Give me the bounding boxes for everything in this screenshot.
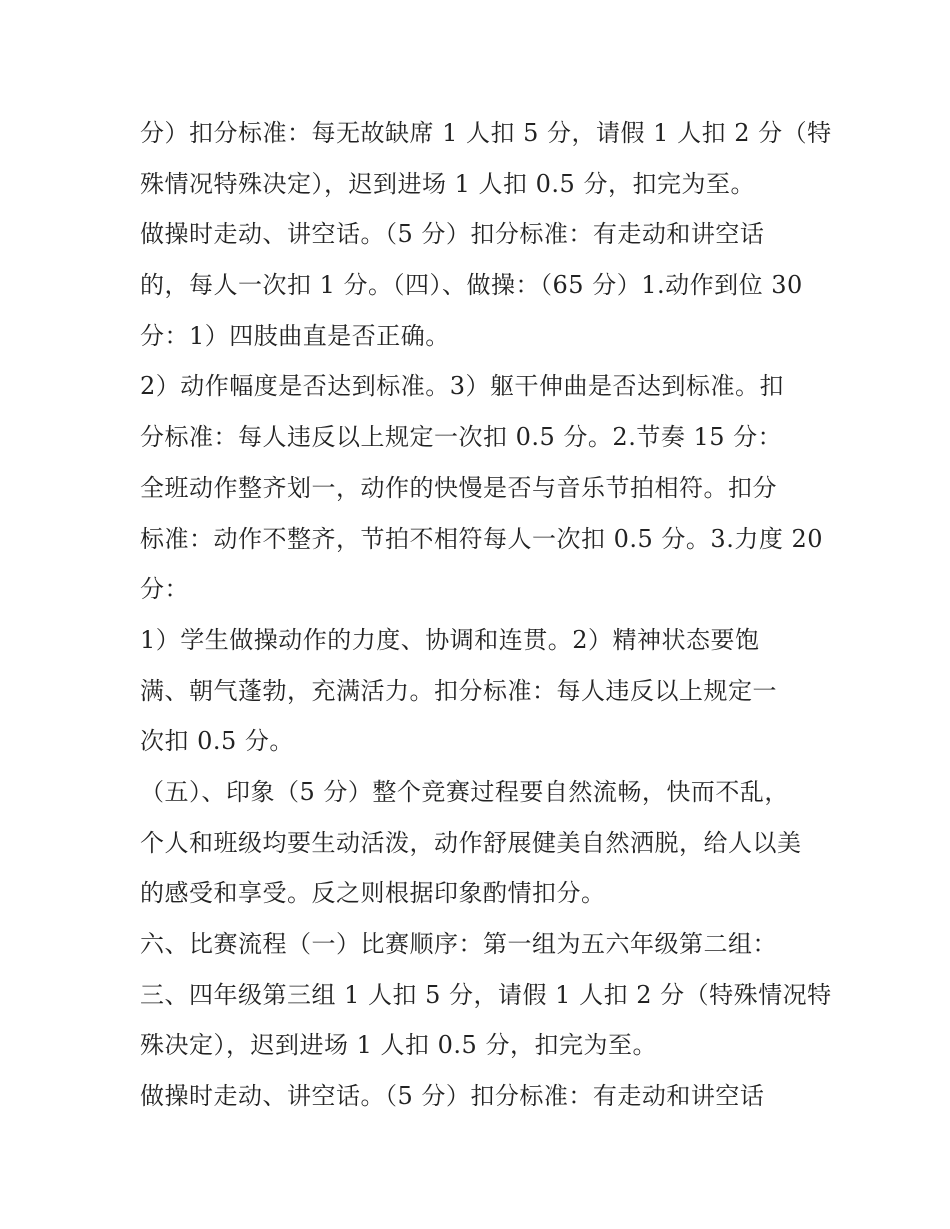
text-line: 1）学生做操动作的力度、协调和连贯。2）精神状态要饱 (140, 625, 760, 654)
text-line: 三、四年级第三组 1 人扣 5 分，请假 1 人扣 2 分（特殊情况特 (140, 980, 832, 1009)
text-line: （五）、印象（5 分）整个竞赛过程要自然流畅，快而不乱， (140, 777, 789, 806)
text-line: 2）动作幅度是否达到标准。3）躯干伸曲是否达到标准。扣 (140, 372, 785, 401)
text-line: 的，每人一次扣 1 分。（四）、做操：（65 分）1.动作到位 30 (140, 271, 803, 300)
text-line: 次扣 0.5 分。 (140, 727, 294, 756)
text-line: 六、比赛流程（一）比赛顺序：第一组为五六年级第二组： (140, 930, 777, 958)
text-line: 殊情况特殊决定），迟到进场 1 人扣 0.5 分，扣完为至。 (140, 169, 755, 198)
text-line: 殊决定），迟到进场 1 人扣 0.5 分，扣完为至。 (140, 1031, 657, 1060)
text-line: 标准：动作不整齐，节拍不相符每人一次扣 0.5 分。3.力度 20 (140, 524, 823, 553)
text-line: 分）扣分标准：每无故缺席 1 人扣 5 分，请假 1 人扣 2 分（特 (140, 119, 832, 147)
text-line: 分标准：每人违反以上规定一次扣 0.5 分。2.节奏 15 分： (140, 423, 783, 452)
text-line: 做操时走动、讲空话。（5 分）扣分标准：有走动和讲空话 (140, 1082, 765, 1111)
text-line: 的感受和享受。反之则根据印象酌情扣分。 (140, 879, 606, 908)
text-line: 满、朝气蓬勃，充满活力。扣分标准：每人违反以上规定一 (140, 676, 777, 705)
text-line: 分： (140, 575, 189, 604)
text-line: 分：1）四肢曲直是否正确。 (140, 321, 450, 350)
text-line: 个人和班级均要生动活泼，动作舒展健美自然洒脱，给人以美 (140, 828, 802, 857)
text-line: 做操时走动、讲空话。（5 分）扣分标准：有走动和讲空话 (140, 220, 765, 249)
text-line: 全班动作整齐划一，动作的快慢是否与音乐节拍相符。扣分 (140, 473, 777, 502)
document-body (140, 108, 830, 1122)
